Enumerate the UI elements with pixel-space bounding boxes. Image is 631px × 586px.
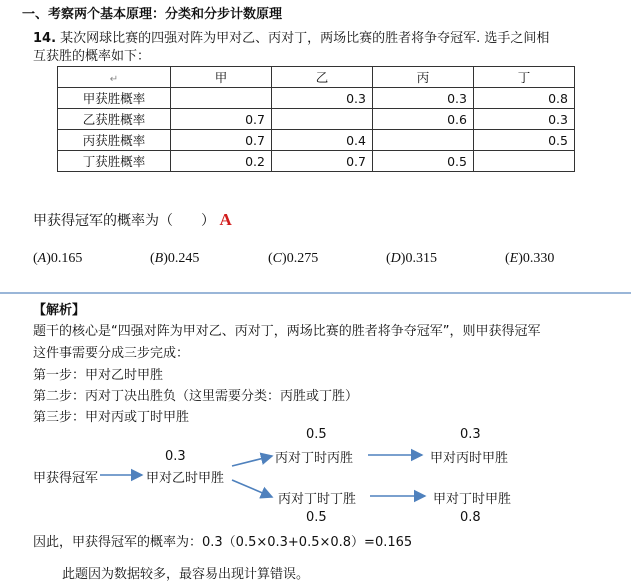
table-cell (171, 88, 272, 109)
option-letter: A (37, 251, 47, 266)
table-cell: 0.3 (272, 88, 373, 109)
option-letter: D (390, 251, 401, 266)
tree-upper-mid-node: 丙对丁时丙胜 (275, 451, 354, 466)
row-label: 丙获胜概率 (58, 130, 171, 151)
option-value: 0.165 (50, 251, 83, 266)
problem-text-line1 (33, 27, 549, 46)
tree-mid-prob: 0.3 (165, 449, 186, 464)
table-header-row (58, 67, 575, 88)
table-cell: 0.7 (171, 130, 272, 151)
footer-note: 此题因为数据较多，最容易出现计算错误。 (62, 567, 310, 582)
analysis-panel (0, 292, 631, 549)
option-c: (C)0.275 (268, 251, 319, 266)
table-cell (272, 109, 373, 130)
table-cell (474, 151, 575, 172)
table-row (58, 130, 575, 151)
option-letter: B (154, 251, 164, 266)
analysis-line1: 题干的核心是“四强对阵为甲对乙、丙对丁，两场比赛的胜者将争夺冠军”，则甲获得冠军 (33, 324, 541, 339)
probability-table (57, 66, 575, 172)
table-header-cell: 丁 (474, 67, 575, 88)
analysis-step3: 第三步：甲对丙或丁时甲胜 (33, 410, 190, 425)
table-cell: 0.2 (171, 151, 272, 172)
table-header-cell: ↵ (58, 67, 171, 88)
option-b: (B)0.245 (150, 251, 200, 266)
table-header-cell: 乙 (272, 67, 373, 88)
row-label: 丁获胜概率 (58, 151, 171, 172)
option-value: 0.245 (167, 251, 200, 266)
table-row (58, 109, 575, 130)
table-cell: 0.3 (373, 88, 474, 109)
option-a: (A)0.165 (33, 251, 83, 266)
row-label: 甲获胜概率 (58, 88, 171, 109)
table-cell: 0.5 (373, 151, 474, 172)
option-value: 0.330 (522, 251, 555, 266)
answer-letter: A (219, 210, 232, 229)
option-e: (E)0.330 (505, 251, 555, 266)
question-line (33, 210, 232, 230)
tree-upper-end-node: 甲对丙时甲胜 (430, 451, 509, 466)
table-header-cell: 丙 (373, 67, 474, 88)
problem-body: 某次网球比赛的四强对阵为甲对乙、丙对丁，两场比赛的胜者将争夺冠军. 选手之间相 (60, 31, 550, 46)
analysis-line2: 这件事需要分成三步完成： (33, 346, 190, 361)
option-letter: C (272, 251, 283, 266)
table-cell: 0.5 (474, 130, 575, 151)
table-cell: 0.7 (171, 109, 272, 130)
problem-number: 14. (33, 31, 57, 46)
problem-text-line2: 互获胜的概率如下： (33, 49, 151, 64)
question-text: 甲获得冠军的概率为（ ） (33, 213, 215, 229)
tree-lower-end-prob: 0.8 (460, 510, 481, 525)
option-value: 0.315 (405, 251, 437, 266)
table-cell: 0.8 (474, 88, 575, 109)
tree-lower-end-node: 甲对丁时甲胜 (433, 492, 512, 507)
tree-upper-end-prob: 0.3 (460, 427, 481, 442)
option-value: 0.275 (286, 251, 319, 266)
tree-mid-node: 甲对乙时甲胜 (146, 471, 225, 486)
table-row (58, 151, 575, 172)
option-d: (D)0.315 (386, 251, 437, 266)
analysis-heading: 【解析】 (33, 303, 86, 318)
table-row (58, 88, 575, 109)
table-cell: 0.3 (474, 109, 575, 130)
table-cell (373, 130, 474, 151)
option-letter: E (509, 251, 519, 266)
analysis-conclusion: 因此，甲获得冠军的概率为：0.3（0.5×0.3+0.5×0.8）=0.165 (33, 535, 413, 550)
tree-arrows (0, 294, 631, 549)
tree-lower-mid-prob: 0.5 (306, 510, 327, 525)
arrow-mid-to-upper (232, 456, 272, 466)
analysis-step1: 第一步：甲对乙时甲胜 (33, 368, 164, 383)
tree-lower-mid-node: 丙对丁时丁胜 (278, 492, 357, 507)
tree-start-node: 甲获得冠军 (33, 471, 99, 486)
analysis-step2: 第二步：丙对丁决出胜负（这里需要分类：丙胜或丁胜） (33, 389, 359, 404)
tree-upper-mid-prob: 0.5 (306, 427, 327, 442)
section-title: 一、考察两个基本原理：分类和分步计数原理 (22, 7, 283, 22)
table-cell: 0.6 (373, 109, 474, 130)
table-cell: 0.4 (272, 130, 373, 151)
row-label: 乙获胜概率 (58, 109, 171, 130)
arrow-mid-to-lower (232, 480, 272, 497)
table-header-cell: 甲 (171, 67, 272, 88)
table-cell: 0.7 (272, 151, 373, 172)
